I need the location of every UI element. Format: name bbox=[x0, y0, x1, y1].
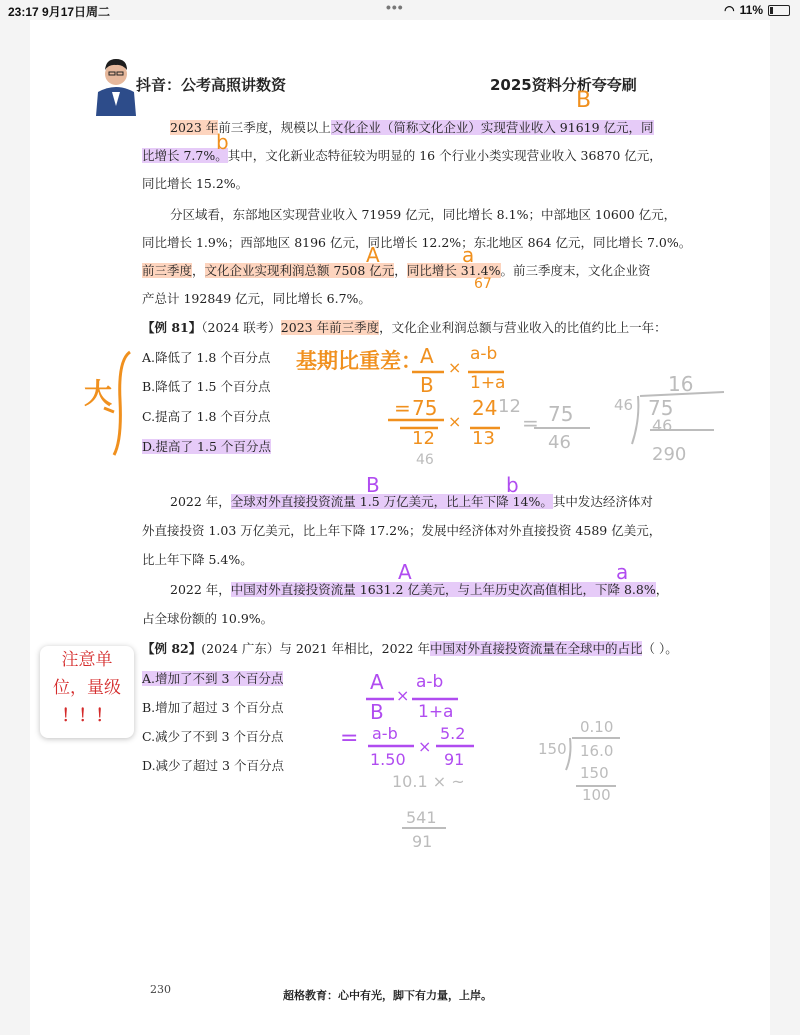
hw-B2: B bbox=[366, 473, 380, 497]
q81-option-c[interactable]: C.提高了 1.8 个百分点 bbox=[142, 409, 271, 424]
q82-end: （ ）。 bbox=[642, 641, 678, 656]
battery-level: 11% bbox=[739, 3, 763, 17]
para2-line4: 产总计 192849 亿元，同比增长 6.7%。 bbox=[142, 291, 371, 306]
hw-p91: 91 bbox=[444, 750, 465, 769]
hw-g160: 16.0 bbox=[580, 742, 614, 760]
q81-option-b[interactable]: B.降低了 1.5 个百分点 bbox=[142, 379, 271, 394]
hw-div-d: 46 bbox=[652, 416, 673, 435]
q82-label: 【例 82】 bbox=[142, 641, 202, 656]
text-seg: 其中发达经济体对 bbox=[552, 494, 653, 509]
hw-75b: 75 bbox=[548, 402, 574, 426]
q82-option-a-text: A.增加了不到 3 个百分点 bbox=[142, 671, 284, 686]
footer-motto: 超格教育：心中有光，脚下有力量，上岸。 bbox=[283, 989, 492, 1002]
hw-b: b bbox=[216, 130, 229, 154]
hw-a: a bbox=[462, 243, 475, 267]
hw-div-b: 46 bbox=[614, 396, 634, 414]
hw-formula: 基期比重差： bbox=[296, 349, 422, 373]
q81-option-d-text: D.提高了 1.5 个百分点 bbox=[142, 439, 271, 454]
text-seg: ， bbox=[394, 263, 407, 278]
text-seg: 2022 年， bbox=[170, 494, 231, 509]
hw-A2: A bbox=[398, 560, 412, 584]
text-seg: 前三季度，规模以上 bbox=[218, 120, 331, 135]
hw-peq: = bbox=[340, 726, 359, 751]
hw-A1: A bbox=[420, 344, 434, 368]
hw-1-a: 1+a bbox=[470, 373, 506, 393]
hw-A: A bbox=[366, 243, 380, 267]
hw-p1a: 1+a bbox=[418, 702, 454, 722]
header-left: 抖音：公考高照讲数资 bbox=[136, 76, 287, 94]
note-line1: 注意单 bbox=[61, 650, 113, 670]
page-number: 230 bbox=[150, 983, 171, 996]
text-seg: ， bbox=[655, 582, 669, 597]
hw-p52: 5.2 bbox=[440, 724, 466, 743]
q82-highlight: 中国对外直接投资流量在全球中的占比 bbox=[429, 641, 643, 656]
hw-div-e: 290 bbox=[652, 444, 687, 465]
hw-a2: a bbox=[616, 560, 629, 584]
hw-46b: 46 bbox=[548, 432, 571, 453]
para1-line3: 同比增长 15.2%。 bbox=[142, 176, 249, 191]
hw-g150: 150 bbox=[538, 740, 567, 758]
hw-g010: 0.10 bbox=[580, 718, 614, 736]
para3-line3: 比上年下降 5.4%。 bbox=[142, 552, 253, 567]
hw-times3: × bbox=[396, 686, 410, 705]
hw-75: 75 bbox=[412, 396, 438, 420]
hw-pab2: a-b bbox=[372, 724, 398, 743]
hw-b2: b bbox=[506, 473, 519, 497]
note-line2: 位，量级 bbox=[53, 678, 121, 698]
hw-g100: 100 bbox=[582, 786, 611, 804]
hw-p150: 1.50 bbox=[370, 750, 406, 769]
hl-global-fdi: 全球对外直接投资流量 1.5 万亿美元，比上年下降 14%。 bbox=[230, 494, 553, 509]
hw-div-c: 75 bbox=[648, 396, 674, 420]
hw-B: B bbox=[576, 88, 592, 113]
hw-24: 24 bbox=[472, 396, 498, 420]
multitask-dots[interactable]: ••• bbox=[386, 0, 404, 15]
hw-67: 67 bbox=[474, 276, 492, 292]
q82-option-d[interactable]: D.减少了超过 3 个百分点 bbox=[142, 758, 284, 773]
q82-option-c[interactable]: C.减少了不到 3 个百分点 bbox=[142, 729, 284, 744]
hw-g150b: 150 bbox=[580, 764, 609, 782]
hw-eq2: = bbox=[522, 411, 539, 435]
note-line3: ！！！ bbox=[61, 706, 113, 726]
hw-div-a: 16 bbox=[668, 372, 694, 396]
status-time: 23:17 9月17日周二 bbox=[8, 5, 111, 19]
hw-46: 46 bbox=[416, 452, 434, 468]
hl-q1-3: 前三季度 bbox=[142, 263, 193, 278]
hw-pB: B bbox=[370, 700, 384, 724]
hw-times4: × bbox=[418, 737, 432, 756]
hw-eq1: = bbox=[394, 396, 411, 420]
text-seg: ， bbox=[192, 263, 205, 278]
hw-13: 13 bbox=[472, 428, 495, 449]
text-seg: 其中，文化新业态特征较为明显的 16 个行业小类实现营业收入 36870 亿元， bbox=[227, 148, 662, 163]
q82-option-b[interactable]: B.增加了超过 3 个百分点 bbox=[142, 700, 284, 715]
hw-12: 12 bbox=[412, 428, 435, 449]
hl-culture-revenue: 文化企业（简称文化企业）实现营业收入 91619 亿元，同 bbox=[330, 120, 654, 135]
q81-label: 【例 81】 bbox=[142, 320, 202, 335]
hw-times2: × bbox=[448, 412, 462, 431]
hl-profit-growth: 同比增长 31.4% bbox=[406, 263, 501, 278]
header-right: 2025资料分析夸夸刷 bbox=[490, 76, 637, 94]
hw-times: × bbox=[448, 358, 462, 377]
hw-B1: B bbox=[420, 373, 434, 397]
hl-2023: 2023 年 bbox=[170, 120, 219, 135]
hl-profit: 文化企业实现利润总额 7508 亿元 bbox=[204, 263, 395, 278]
hw-a-b: a-b bbox=[470, 344, 498, 364]
q81-source: （2024 联考） bbox=[201, 320, 281, 335]
hw-p91b: 91 bbox=[412, 832, 433, 851]
para2-line2: 同比增长 1.9%；西部地区 8196 亿元，同比增长 12.2%；东北地区 864 亿元，同比增长 7.0%。 bbox=[142, 235, 692, 250]
hw-12b: 12 bbox=[498, 396, 521, 417]
hw-pab: a-b bbox=[416, 672, 444, 692]
hw-da: 大 bbox=[84, 377, 113, 410]
para4-line2: 占全球份额的 10.9%。 bbox=[142, 611, 274, 626]
wifi-icon: ◠ bbox=[724, 3, 735, 17]
hl-growth-7-7: 比增长 7.7%。 bbox=[142, 148, 228, 163]
q81-rest: ，文化企业利润总额与营业收入的比值约比上一年： bbox=[379, 320, 667, 335]
q82-source: (2024 广东）与 2021 年相比，2022 年 bbox=[201, 641, 430, 656]
q81-option-a[interactable]: A.降低了 1.8 个百分点 bbox=[142, 350, 271, 365]
para2-line1: 分区域看，东部地区实现营业收入 71959 亿元，同比增长 8.1%；中部地区 10600 亿元， bbox=[170, 207, 677, 222]
hw-pA: A bbox=[370, 670, 384, 694]
hw-p541: 541 bbox=[406, 808, 437, 827]
text-seg: 。前三季度末，文化企业资 bbox=[500, 263, 651, 278]
hw-p101: 10.1 × ~ bbox=[392, 772, 465, 791]
text-seg: 2022 年， bbox=[170, 582, 231, 597]
q81-highlight: 2023 年前三季度 bbox=[280, 320, 380, 335]
para3-line2: 外直接投资 1.03 万亿美元，比上年下降 17.2%；发展中经济体对外直接投资 4589 亿美元， bbox=[142, 523, 662, 538]
hl-china-fdi: 中国对外直接投资流量 1631.2 亿美元，与上年历史次高值相比，下降 8.8% bbox=[230, 582, 656, 597]
